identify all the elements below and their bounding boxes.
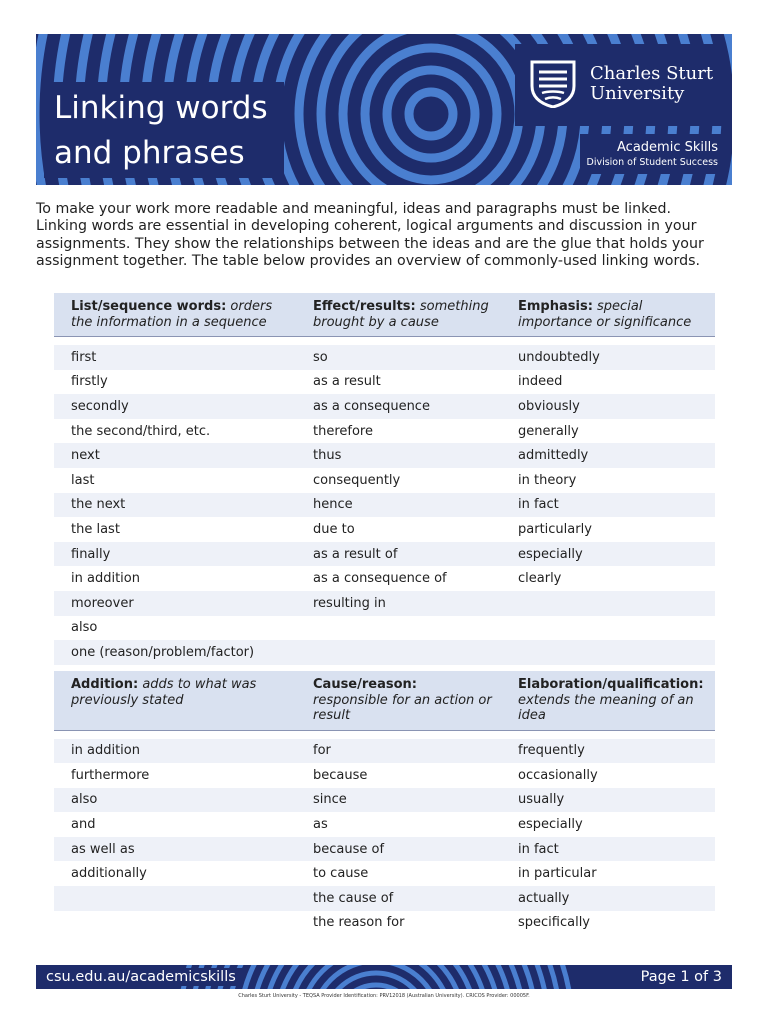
table-cell: obviously <box>501 394 715 419</box>
table-cell <box>54 886 296 911</box>
table-cell: hence <box>296 493 501 518</box>
table-cell: also <box>54 788 296 813</box>
table-cell: finally <box>54 542 296 567</box>
table-cell: first <box>54 345 296 370</box>
table-cell: indeed <box>501 370 715 395</box>
table-cell: moreover <box>54 591 296 616</box>
header-cause-reason: Cause/reason: responsible for an action or result <box>296 671 501 730</box>
table-row <box>54 837 715 862</box>
table-cell: the second/third, etc. <box>54 419 296 444</box>
table-cell <box>296 616 501 641</box>
table-cell: especially <box>501 542 715 567</box>
table-cell: because of <box>296 837 501 862</box>
linking-words-table-2 <box>54 671 715 935</box>
table-header-row <box>54 671 715 730</box>
university-name: Charles Sturt University <box>590 63 714 104</box>
department-label <box>587 139 719 169</box>
table-row <box>54 788 715 813</box>
table-cell: for <box>296 739 501 764</box>
table-cell: occasionally <box>501 763 715 788</box>
table-row <box>54 763 715 788</box>
table-cell <box>296 640 501 665</box>
table-row <box>54 861 715 886</box>
page-number: Page 1 of 3 <box>635 968 728 986</box>
table-cell: actually <box>501 886 715 911</box>
table-row <box>54 591 715 616</box>
table-cell: consequently <box>296 468 501 493</box>
footer-fine-print: Charles Sturt University - TEQSA Provider Identification: PRV12018 (Australian University). CRICOS Provider: 00005F. <box>238 993 530 999</box>
table-cell: in addition <box>54 566 296 591</box>
table-cell: clearly <box>501 566 715 591</box>
table-cell: generally <box>501 419 715 444</box>
title-line-1: Linking words <box>54 90 268 126</box>
table-cell: the reason for <box>296 911 501 936</box>
table-row <box>54 493 715 518</box>
table-cell: to cause <box>296 861 501 886</box>
table-cell <box>501 616 715 641</box>
table-cell: in theory <box>501 468 715 493</box>
table-cell <box>54 911 296 936</box>
table-row <box>54 812 715 837</box>
table-cell: thus <box>296 443 501 468</box>
table-cell <box>501 591 715 616</box>
table-cell: as <box>296 812 501 837</box>
header-elaboration-qualification: Elaboration/qualification: extends the meaning of an idea <box>501 671 715 730</box>
table-row <box>54 394 715 419</box>
table-cell: the next <box>54 493 296 518</box>
table-row <box>54 911 715 936</box>
table-cell: undoubtedly <box>501 345 715 370</box>
table-cell: as a consequence of <box>296 566 501 591</box>
linking-words-table-1 <box>54 293 715 665</box>
table-cell: the last <box>54 517 296 542</box>
table-row <box>54 419 715 444</box>
intro-paragraph: To make your work more readable and meaningful, ideas and paragraphs must be linked. Linking words are essential in developing coherent, logical arguments and discussion in your assignments. They show the relationships between the ideas and are the glue that holds your assignment together. The table below provides an overview of commonly-used linking words. <box>36 201 704 269</box>
table-cell: because <box>296 763 501 788</box>
table-cell: due to <box>296 517 501 542</box>
table-cell: and <box>54 812 296 837</box>
footer-bar <box>36 965 732 989</box>
table-row <box>54 468 715 493</box>
table-cell <box>501 640 715 665</box>
university-crest-icon <box>530 60 576 108</box>
table-cell: as a result of <box>296 542 501 567</box>
table-row <box>54 616 715 641</box>
table-cell: furthermore <box>54 763 296 788</box>
table-row <box>54 542 715 567</box>
table-row <box>54 345 715 370</box>
table-cell: especially <box>501 812 715 837</box>
table-cell: one (reason/problem/factor) <box>54 640 296 665</box>
table-cell: admittedly <box>501 443 715 468</box>
table-cell: frequently <box>501 739 715 764</box>
table-cell: the cause of <box>296 886 501 911</box>
table-header-row <box>54 293 715 337</box>
table-cell: secondly <box>54 394 296 419</box>
table-cell: firstly <box>54 370 296 395</box>
table-cell: in fact <box>501 837 715 862</box>
table-cell: resulting in <box>296 591 501 616</box>
table-cell: therefore <box>296 419 501 444</box>
table-cell: also <box>54 616 296 641</box>
table-row <box>54 640 715 665</box>
table-cell: so <box>296 345 501 370</box>
table-cell: in particular <box>501 861 715 886</box>
header-emphasis: Emphasis: special importance or significance <box>501 293 715 337</box>
table-cell: last <box>54 468 296 493</box>
table-cell: particularly <box>501 517 715 542</box>
page-title <box>54 86 294 176</box>
header-addition: Addition: adds to what was previously stated <box>54 671 296 730</box>
table-cell: as well as <box>54 837 296 862</box>
table-cell: specifically <box>501 911 715 936</box>
table-row <box>54 517 715 542</box>
table-row <box>54 566 715 591</box>
table-row <box>54 886 715 911</box>
department-name: Academic Skills <box>617 140 718 155</box>
header-effect-results: Effect/results: something brought by a cause <box>296 293 501 337</box>
table-cell: in addition <box>54 739 296 764</box>
table-row <box>54 739 715 764</box>
title-line-2: and phrases <box>54 135 245 171</box>
table-cell: as a result <box>296 370 501 395</box>
table-cell: next <box>54 443 296 468</box>
footer-link[interactable]: csu.edu.au/academicskills <box>40 968 242 986</box>
header-list-sequence: List/sequence words: orders the information in a sequence <box>54 293 296 337</box>
table-cell: as a consequence <box>296 394 501 419</box>
table-row <box>54 443 715 468</box>
table-cell: since <box>296 788 501 813</box>
table-cell: usually <box>501 788 715 813</box>
table-cell: in fact <box>501 493 715 518</box>
division-name: Division of Student Success <box>586 157 718 168</box>
table-row <box>54 370 715 395</box>
table-cell: additionally <box>54 861 296 886</box>
